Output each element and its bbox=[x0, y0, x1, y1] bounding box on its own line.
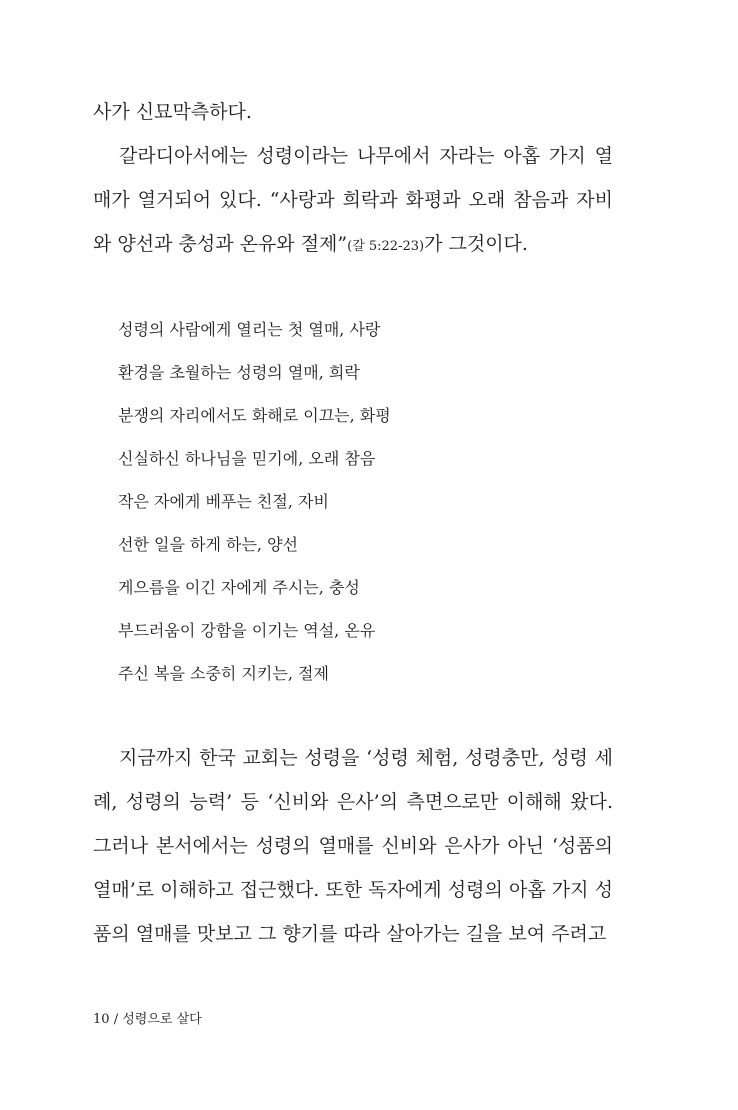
fruit-item-gentleness: 부드러움이 강함을 이기는 역설, 온유 bbox=[118, 621, 376, 640]
fruit-item-kindness: 작은 자에게 베푸는 친절, 자비 bbox=[118, 492, 329, 511]
running-title: 성령으로 살다 bbox=[122, 1012, 202, 1027]
fruit-item-self-control: 주신 복을 소중히 지키는, 절제 bbox=[118, 664, 329, 683]
fruit-list bbox=[118, 316, 391, 703]
page-number: 10 bbox=[93, 1012, 110, 1027]
fruit-item-goodness: 선한 일을 하게 하는, 양선 bbox=[118, 535, 298, 554]
fruit-item-faithfulness: 게으름을 이긴 자에게 주시는, 충성 bbox=[118, 578, 360, 597]
paragraph-intro-end: 사가 신묘막측하다. bbox=[93, 101, 252, 123]
fruit-item-joy: 환경을 초월하는 성령의 열매, 희락 bbox=[118, 363, 360, 382]
fruit-item-peace: 분쟁의 자리에서도 화해로 이끄는, 화평 bbox=[118, 406, 391, 425]
footer-separator: / bbox=[113, 1012, 119, 1027]
galatians-tail: 가 그것이다. bbox=[424, 233, 528, 255]
paragraph-galatians bbox=[93, 134, 613, 269]
scripture-reference: (갈 5:22-23) bbox=[347, 239, 425, 254]
page-footer bbox=[93, 1008, 202, 1027]
fruit-item-patience: 신실하신 하나님을 믿기에, 오래 참음 bbox=[118, 449, 376, 468]
galatians-text: 갈라디아서에는 성령이라는 나무에서 자라는 아홉 가지 열매가 열거되어 있다. “사랑과 희락과 화평과 오래 참음과 자비와 양선과 충성과 온유와 절제” bbox=[93, 145, 613, 255]
fruit-item-love: 성령의 사람에게 열리는 첫 열매, 사랑 bbox=[118, 320, 381, 339]
paragraph-korean-church: 지금까지 한국 교회는 성령을 ‘성령 체험, 성령충만, 성령 세례, 성령의 능력’ 등 ‘신비와 은사’의 측면으로만 이해해 왔다. 그러나 본서에서는 성령의 열매를 신비와 은사가 아닌 ‘성품의 열매’로 이해하고 접근했다. 또한 독자에게 성령의 아홉 가지 성품의 열매를 맛보고 그 향기를 따라 살아가는 길을 보여 주려고 bbox=[93, 747, 613, 945]
